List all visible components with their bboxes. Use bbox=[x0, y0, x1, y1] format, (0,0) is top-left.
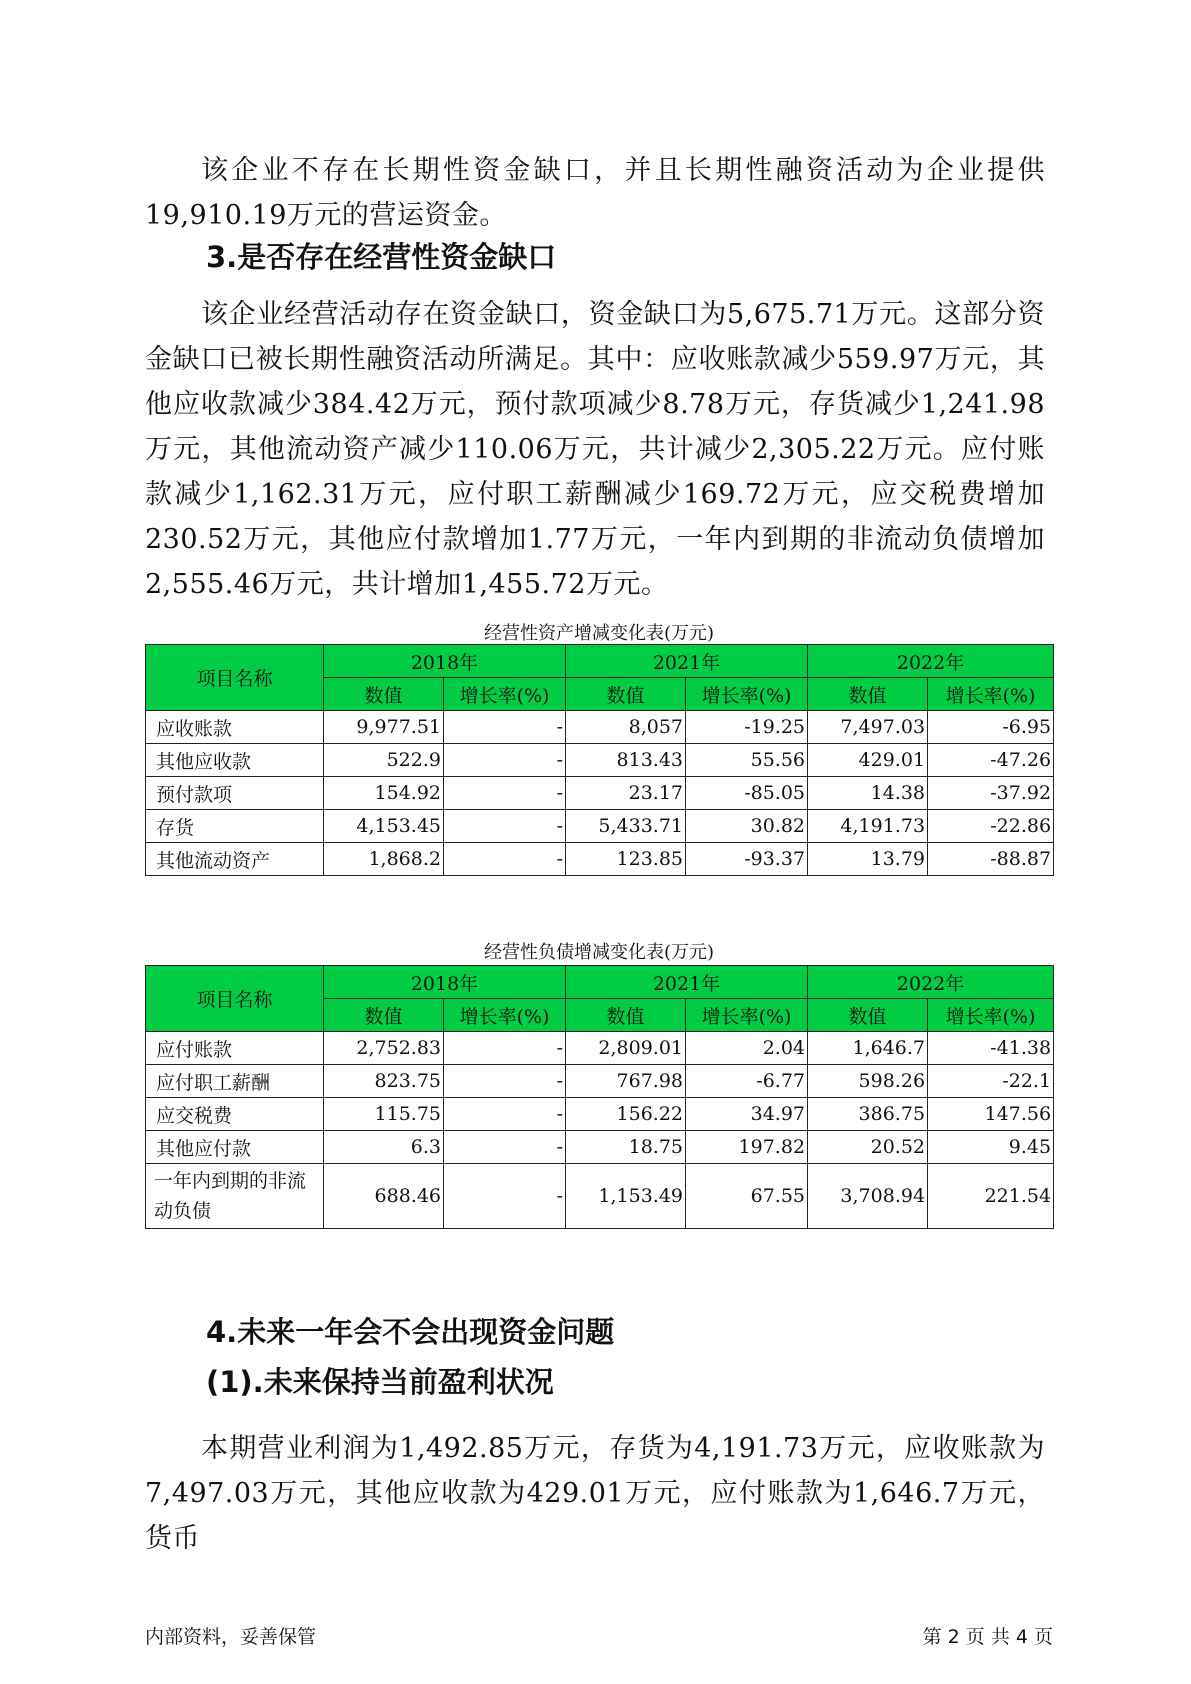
cell-value: 4,191.73 bbox=[808, 810, 928, 843]
cell-value: 115.75 bbox=[324, 1098, 444, 1131]
header-growth-rate: 增长率(%) bbox=[928, 999, 1054, 1032]
paragraph-long-term-funding: 该企业不存在长期性资金缺口，并且长期性融资活动为企业提供19,910.19万元的营运资金。 bbox=[145, 155, 1045, 231]
cell-rate: - bbox=[444, 1098, 566, 1131]
table-row bbox=[146, 1098, 1054, 1131]
table-row bbox=[146, 843, 1054, 876]
cell-value: 154.92 bbox=[324, 777, 444, 810]
cell-rate: -19.25 bbox=[686, 711, 808, 744]
cell-value: 598.26 bbox=[808, 1065, 928, 1098]
footer-page-number: 第 2 页 共 4 页 bbox=[922, 1626, 1053, 1648]
row-label: 预付款项 bbox=[146, 777, 324, 810]
table-caption-liabilities: 经营性负债增减变化表(万元) bbox=[483, 942, 715, 963]
header-growth-rate: 增长率(%) bbox=[928, 678, 1054, 711]
cell-rate: -6.95 bbox=[928, 711, 1054, 744]
header-item-name: 项目名称 bbox=[146, 966, 324, 1032]
header-year-2018: 2018年 bbox=[324, 645, 566, 678]
cell-rate: 9.45 bbox=[928, 1131, 1054, 1164]
cell-rate: 147.56 bbox=[928, 1098, 1054, 1131]
cell-rate: -85.05 bbox=[686, 777, 808, 810]
cell-value: 8,057 bbox=[566, 711, 686, 744]
cell-rate: - bbox=[444, 777, 566, 810]
cell-rate: 197.82 bbox=[686, 1131, 808, 1164]
section-heading-4: 4.未来一年会不会出现资金问题 bbox=[206, 1315, 615, 1349]
header-value: 数值 bbox=[808, 678, 928, 711]
cell-rate: 2.04 bbox=[686, 1032, 808, 1065]
cell-value: 429.01 bbox=[808, 744, 928, 777]
header-value: 数值 bbox=[324, 999, 444, 1032]
cell-rate: - bbox=[444, 744, 566, 777]
header-year-2022: 2022年 bbox=[808, 966, 1054, 999]
table-row bbox=[146, 1164, 1054, 1229]
subsection-heading-4-1: (1).未来保持当前盈利状况 bbox=[206, 1365, 554, 1399]
cell-rate: 67.55 bbox=[686, 1164, 808, 1229]
cell-value: 18.75 bbox=[566, 1131, 686, 1164]
cell-value: 23.17 bbox=[566, 777, 686, 810]
cell-rate: -93.37 bbox=[686, 843, 808, 876]
table-row bbox=[146, 777, 1054, 810]
header-value: 数值 bbox=[566, 678, 686, 711]
header-value: 数值 bbox=[808, 999, 928, 1032]
header-growth-rate: 增长率(%) bbox=[686, 678, 808, 711]
cell-rate: -22.86 bbox=[928, 810, 1054, 843]
cell-value: 1,646.7 bbox=[808, 1032, 928, 1065]
cell-rate: 221.54 bbox=[928, 1164, 1054, 1229]
cell-value: 522.9 bbox=[324, 744, 444, 777]
cell-value: 823.75 bbox=[324, 1065, 444, 1098]
cell-value: 767.98 bbox=[566, 1065, 686, 1098]
cell-value: 5,433.71 bbox=[566, 810, 686, 843]
header-growth-rate: 增长率(%) bbox=[444, 999, 566, 1032]
cell-value: 20.52 bbox=[808, 1131, 928, 1164]
liabilities-table bbox=[145, 965, 1054, 1229]
cell-value: 9,977.51 bbox=[324, 711, 444, 744]
cell-value: 1,868.2 bbox=[324, 843, 444, 876]
cell-value: 386.75 bbox=[808, 1098, 928, 1131]
cell-value: 7,497.03 bbox=[808, 711, 928, 744]
cell-rate: -47.26 bbox=[928, 744, 1054, 777]
table-row bbox=[146, 810, 1054, 843]
cell-value: 4,153.45 bbox=[324, 810, 444, 843]
cell-value: 1,153.49 bbox=[566, 1164, 686, 1229]
row-label: 其他应收款 bbox=[146, 744, 324, 777]
footer-confidential-note: 内部资料，妥善保管 bbox=[145, 1626, 317, 1648]
row-label: 应交税费 bbox=[146, 1098, 324, 1131]
table-row bbox=[146, 744, 1054, 777]
cell-value: 3,708.94 bbox=[808, 1164, 928, 1229]
cell-rate: - bbox=[444, 1032, 566, 1065]
cell-rate: -41.38 bbox=[928, 1032, 1054, 1065]
header-value: 数值 bbox=[566, 999, 686, 1032]
cell-value: 6.3 bbox=[324, 1131, 444, 1164]
row-label: 应付职工薪酬 bbox=[146, 1065, 324, 1098]
cell-value: 813.43 bbox=[566, 744, 686, 777]
cell-rate: -88.87 bbox=[928, 843, 1054, 876]
table-caption-assets: 经营性资产增减变化表(万元) bbox=[483, 623, 715, 644]
cell-rate: -22.1 bbox=[928, 1065, 1054, 1098]
cell-rate: 30.82 bbox=[686, 810, 808, 843]
cell-value: 2,809.01 bbox=[566, 1032, 686, 1065]
cell-value: 14.38 bbox=[808, 777, 928, 810]
cell-rate: - bbox=[444, 1131, 566, 1164]
assets-table bbox=[145, 644, 1054, 876]
header-year-2018: 2018年 bbox=[324, 966, 566, 999]
cell-value: 13.79 bbox=[808, 843, 928, 876]
row-label: 其他流动资产 bbox=[146, 843, 324, 876]
table-row bbox=[146, 1065, 1054, 1098]
paragraph-current-profit: 本期营业利润为1,492.85万元，存货为4,191.73万元，应收账款为7,497.03万元，其他应收款为429.01万元，应付账款为1,646.7万元，货币 bbox=[145, 1433, 1045, 1554]
header-item-name: 项目名称 bbox=[146, 645, 324, 711]
cell-rate: - bbox=[444, 810, 566, 843]
cell-value: 123.85 bbox=[566, 843, 686, 876]
paragraph-operating-gap: 该企业经营活动存在资金缺口，资金缺口为5,675.71万元。这部分资金缺口已被长期性融资活动所满足。其中：应收账款减少559.97万元，其他应收款减少384.42万元，预付款项减少8.78万元，存货减少1,241.98万元，其他流动资产减少110.06万元，共计减少2,305.22万元。应付账款减少1,162.31万元，应付职工薪酬减少169.72万元，应交税费增加230.52万元，其他应付款增加1.77万元，一年内到期的非流动负债增加2,555.46万元，共计增加1,455.72万元。 bbox=[145, 299, 1045, 600]
cell-rate: 34.97 bbox=[686, 1098, 808, 1131]
header-value: 数值 bbox=[324, 678, 444, 711]
row-label: 存货 bbox=[146, 810, 324, 843]
section-heading-3: 3.是否存在经营性资金缺口 bbox=[206, 240, 557, 274]
header-year-2022: 2022年 bbox=[808, 645, 1054, 678]
cell-rate: - bbox=[444, 843, 566, 876]
row-label: 其他应付款 bbox=[146, 1131, 324, 1164]
cell-rate: - bbox=[444, 1065, 566, 1098]
header-growth-rate: 增长率(%) bbox=[686, 999, 808, 1032]
row-label: 应付账款 bbox=[146, 1032, 324, 1065]
header-year-2021: 2021年 bbox=[566, 966, 808, 999]
cell-value: 2,752.83 bbox=[324, 1032, 444, 1065]
cell-value: 156.22 bbox=[566, 1098, 686, 1131]
row-label: 应收账款 bbox=[146, 711, 324, 744]
cell-rate: -6.77 bbox=[686, 1065, 808, 1098]
cell-rate: -37.92 bbox=[928, 777, 1054, 810]
cell-rate: - bbox=[444, 1164, 566, 1229]
table-row bbox=[146, 1032, 1054, 1065]
table-row bbox=[146, 711, 1054, 744]
table-row bbox=[146, 1131, 1054, 1164]
cell-value: 688.46 bbox=[324, 1164, 444, 1229]
row-label: 一年内到期的非流动负债 bbox=[146, 1164, 324, 1229]
cell-rate: - bbox=[444, 711, 566, 744]
header-growth-rate: 增长率(%) bbox=[444, 678, 566, 711]
cell-rate: 55.56 bbox=[686, 744, 808, 777]
header-year-2021: 2021年 bbox=[566, 645, 808, 678]
